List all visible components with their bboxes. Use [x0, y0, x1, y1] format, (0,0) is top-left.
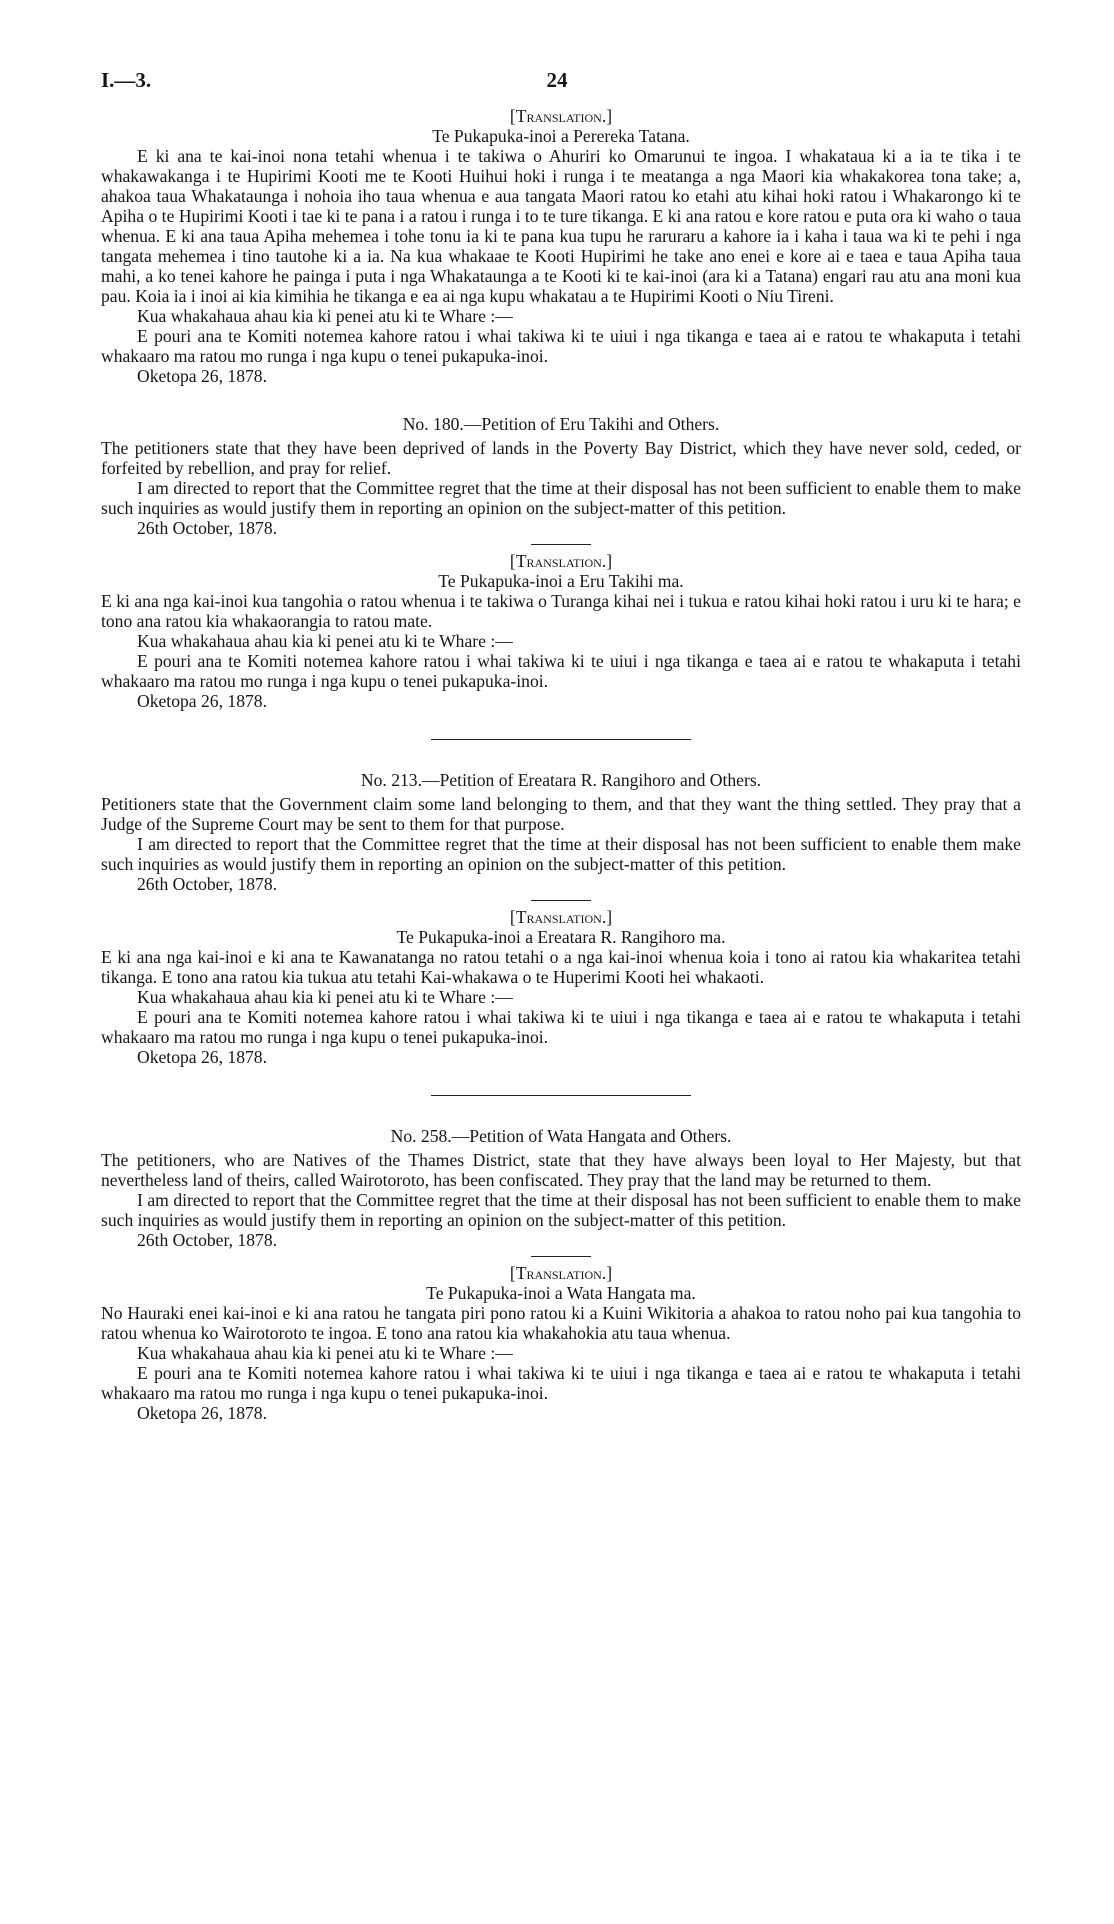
section-divider-long: [431, 739, 691, 740]
committee-report: I am directed to report that the Committee regret that the time at their disposal has not been sufficient to enable them to make such inquiries as would justify them in reporting an opinion on the subject-matter of this petition.: [101, 1190, 1021, 1230]
translation-label: [Translation.]: [509, 106, 613, 126]
section-divider-long: [431, 1095, 691, 1096]
translation-body: E ki ana nga kai-inoi kua tangohia o ratou whenua i te takiwa o Turanga kihai nei i tukua e ratou kihai hoki ratou i uru ki te hara; e tono ana ratou kia whakaorangia to ratou mate.: [101, 591, 1021, 631]
translation-body: E ki ana nga kai-inoi e ki ana te Kawanatanga no ratou tetahi o a nga kai-inoi whenua koia i tono ai ratou kia whakaritea tetahi tikanga. E tono ana ratou kia tukua atu tetahi Kai-whakawa o te Huperimi Kooti hei whakaoti.: [101, 947, 1021, 987]
section-petition-213: [101, 770, 1021, 1067]
translation-date: Oketopa 26, 1878.: [137, 1403, 267, 1423]
translation-title: Te Pukapuka-inoi a Perereka Tatana.: [432, 126, 690, 146]
translation-order: Kua whakahaua ahau kia ki penei atu ki te Whare :—: [137, 631, 513, 651]
report-date: 26th October, 1878.: [137, 874, 278, 894]
translation-label: [Translation.]: [509, 907, 613, 927]
page-reference: I.—3.: [101, 68, 152, 92]
petition-body: The petitioners state that they have been deprived of lands in the Poverty Bay District, which they have never sold, ceded, or forfeited by rebellion, and pray for relief.: [101, 438, 1021, 478]
translation-date: Oketopa 26, 1878.: [137, 1047, 267, 1067]
report-date: 26th October, 1878.: [137, 1230, 278, 1250]
page-content: [101, 106, 1021, 1423]
translation-title: Te Pukapuka-inoi a Wata Hangata ma.: [426, 1283, 696, 1303]
translation-order: Kua whakahaua ahau kia ki penei atu ki te Whare :—: [137, 987, 513, 1007]
report-date: 26th October, 1878.: [137, 518, 278, 538]
section-perereka-tatana: [101, 106, 1021, 386]
translation-date: Oketopa 26, 1878.: [137, 366, 267, 386]
translation-report: E pouri ana te Komiti notemea kahore ratou i whai takiwa ki te uiui i nga tikanga e taea ai e ratou te whakaputa i tetahi whakaaro ma ratou mo runga i nga kupu o tenei pukapuka-inoi.: [101, 1363, 1021, 1403]
translation-label: [Translation.]: [509, 1263, 613, 1283]
petition-body: Petitioners state that the Government claim some land belonging to them, and that they want the thing settled. They pray that a Judge of the Supreme Court may be sent to them for that purpose.: [101, 794, 1021, 834]
section-petition-180: [101, 414, 1021, 711]
committee-report: I am directed to report that the Committee regret that the time at their disposal has not been sufficient to enable them make such inquiries as would justify them in reporting an opinion on the subject-matter of this petition.: [101, 834, 1021, 874]
section-divider-short: [531, 1256, 591, 1257]
petition-body: The petitioners, who are Natives of the Thames District, state that they have always been loyal to Her Majesty, but that nevertheless land of theirs, called Wairotoroto, has been confiscated. They pray that the land may be returned to them.: [101, 1150, 1021, 1190]
petition-title: No. 180.—Petition of Eru Takihi and Others.: [402, 414, 720, 434]
translation-body: E ki ana te kai-inoi nona tetahi whenua i te takiwa o Ahuriri ko Omarunui te ingoa. I whakataua ki a ia te tika i te whakawakanga i te Hupirimi Kooti me te Kooti Huihui hoki i runga i te meatanga a nga Maori kia whakakorea tona take; a, ahakoa taua Whakataunga i nohoia iho taua whenua e aua tangata Maori ratou ko etahi atu kihai hoki ratou i Whakarongo ki te Apiha o te Hupirimi Kooti i tae ki te pana i a ratou i runga i to te ture tikanga. E ki ana ratou e kore ratou e puta ora ki waho o taua whenua. E ki ana taua Apiha mehemea i tohe tonu ia ki te pana kua tupu he raruraru a kahore ia i kaha i taua wa ki te pehi i nga tangata mehemea i tino tautohe ki a ia. Na kua whakaae te Kooti Hupirimi he take ano enei e kore ai e taea e taua Apiha taua mahi, a ko tenei kahore he painga i puta i nga Whakataunga a te Kooti ki te kai-inoi (ara ki a Tatana) engari rau atu ana moni kua pau. Koia ia i inoi ai kia kimihia he tikanga e ea ai nga kupu whakatau a te Hupirimi Kooti o Niu Tireni.: [101, 146, 1021, 306]
page-number: 24: [546, 68, 568, 92]
petition-title: No. 258.—Petition of Wata Hangata and Others.: [390, 1126, 732, 1146]
petition-title: No. 213.—Petition of Ereatara R. Rangihoro and Others.: [360, 770, 762, 790]
translation-order: Kua whakahaua ahau kia ki penei atu ki te Whare :—: [137, 306, 513, 326]
translation-title: Te Pukapuka-inoi a Eru Takihi ma.: [438, 571, 684, 591]
translation-order: Kua whakahaua ahau kia ki penei atu ki te Whare :—: [137, 1343, 513, 1363]
translation-label: [Translation.]: [509, 551, 613, 571]
section-divider-short: [531, 544, 591, 545]
translation-report: E pouri ana te Komiti notemea kahore ratou i whai takiwa ki te uiui i nga tikanga e taea ai e ratou te whakaputa i tetahi whakaaro ma ratou mo runga i nga kupu o tenei pukapuka-inoi.: [101, 651, 1021, 691]
translation-title: Te Pukapuka-inoi a Ereatara R. Rangihoro ma.: [396, 927, 726, 947]
section-petition-258: [101, 1126, 1021, 1423]
committee-report: I am directed to report that the Committee regret that the time at their disposal has not been sufficient to enable them to make such inquiries as would justify them in reporting an opinion on the subject-matter of this petition.: [101, 478, 1021, 518]
translation-body: No Hauraki enei kai-inoi e ki ana ratou he tangata piri pono ratou ki a Kuini Wikitoria a ahakoa to ratou noho pai kua tangohia to ratou whenua ko Wairotoroto te ingoa. E tono ana ratou kia whakahokia atu taua whenua.: [101, 1303, 1021, 1343]
translation-report: E pouri ana te Komiti notemea kahore ratou i whai takiwa ki te uiui i nga tikanga e taea ai e ratou te whakaputa i tetahi whakaaro ma ratou mo runga i nga kupu o tenei pukapuka-inoi.: [101, 326, 1021, 366]
translation-report: E pouri ana te Komiti notemea kahore ratou i whai takiwa ki te uiui i nga tikanga e taea ai e ratou te whakaputa i tetahi whakaaro ma ratou mo runga i nga kupu o tenei pukapuka-inoi.: [101, 1007, 1021, 1047]
translation-date: Oketopa 26, 1878.: [137, 691, 267, 711]
section-divider-short: [531, 900, 591, 901]
